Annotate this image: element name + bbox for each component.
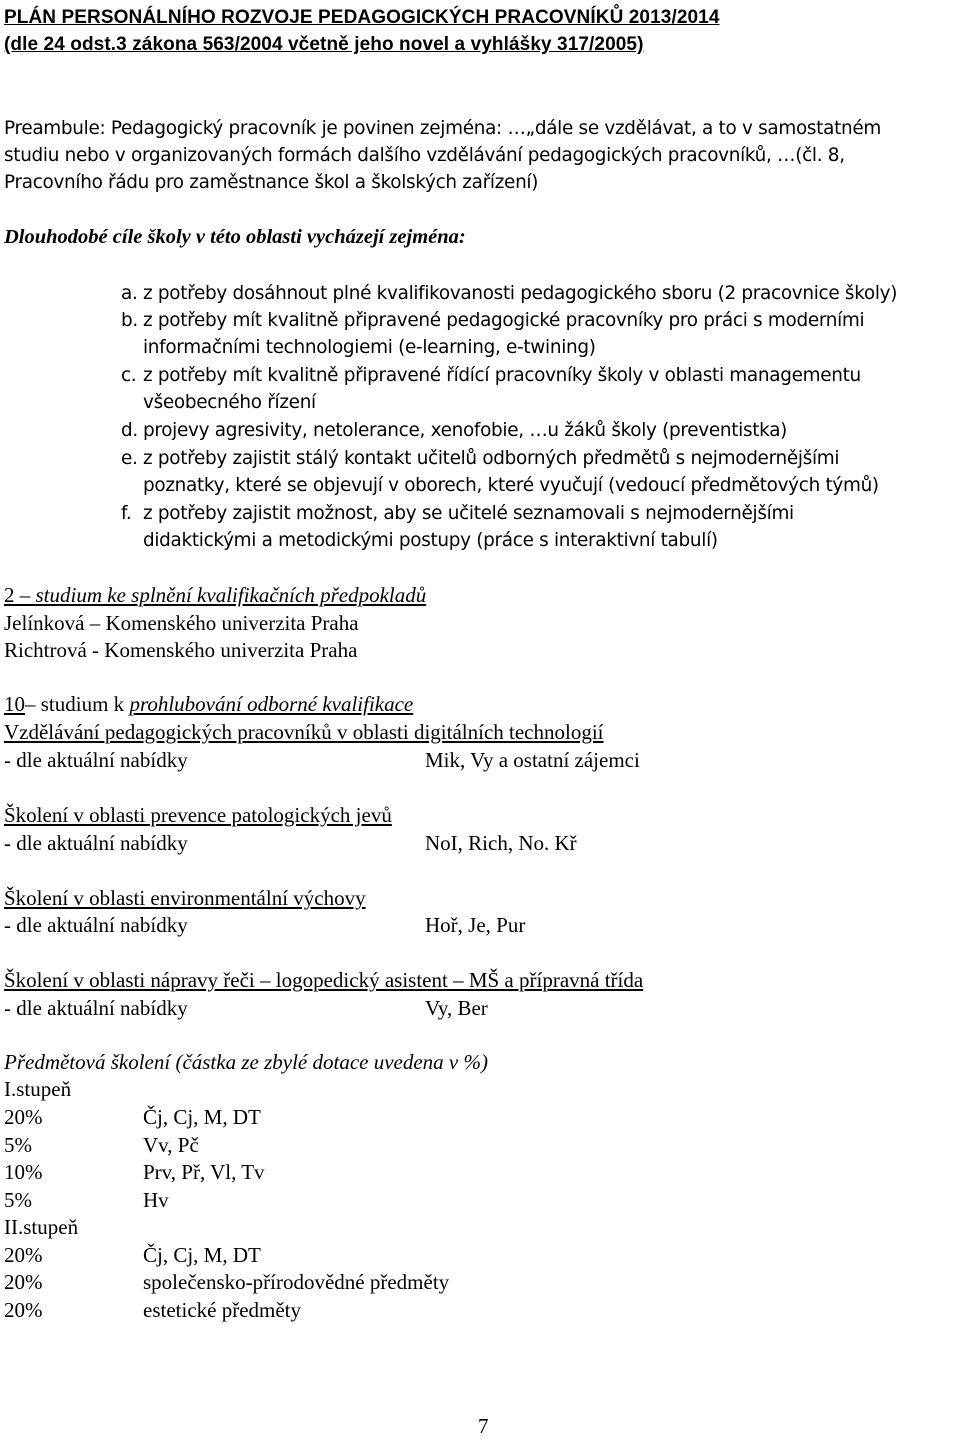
stage-1-subjects: Hv: [143, 1188, 169, 1212]
goal-item-c: [121, 365, 861, 386]
goal-text: z potřeby dosáhnout plné kvalifikovanosti pedagogického sboru (2 pracovnice školy): [143, 283, 898, 304]
deepening-label: prohlubování odborné kvalifikace: [129, 692, 414, 716]
stage-1-subjects: Prv, Př, Vl, Tv: [143, 1160, 265, 1184]
goal-text: z potřeby zajistit stálý kontakt učitelů odborných předmětů s nejmodernějšími: [143, 448, 840, 469]
goal-item-c-continuation: všeobecného řízení: [143, 392, 316, 413]
stage-1-percent: 10%: [4, 1160, 43, 1184]
goal-item-b-continuation: informačními technologiemi (e-learning, e-twining): [143, 337, 596, 358]
training-offer-1: - dle aktuální nabídky: [4, 748, 188, 772]
document-title-line-1: PLÁN PERSONÁLNÍHO ROZVOJE PEDAGOGICKÝCH PRACOVNÍKŮ 2013/2014: [4, 7, 720, 28]
stage-1-percent: 20%: [4, 1105, 43, 1129]
qualification-label: studium ke splnění kvalifikačních předpokladů: [35, 583, 427, 607]
goals-heading: Dlouhodobé cíle školy v této oblasti vycházejí zejména:: [4, 226, 466, 248]
preamble-line-3: Pracovního řádu pro zaměstnance škol a školských zařízení): [4, 172, 539, 193]
stage-2-label: II.stupeň: [4, 1215, 79, 1239]
preamble-line-2: studiu nebo v organizovaných formách dalšího vzdělávání pedagogických pracovníků, …(čl. 8,: [4, 145, 845, 166]
goal-item-b: [121, 310, 864, 331]
preamble-line-1: Preambule: Pedagogický pracovník je povinen zejména: …„dále se vzdělávat, a to v samostatném: [4, 118, 881, 139]
training-title-1: Vzdělávání pedagogických pracovníků v oblasti digitálních technologií: [4, 720, 604, 744]
stage-1-subjects: Vv, Pč: [143, 1133, 199, 1157]
document-title-line-2: (dle 24 odst.3 zákona 563/2004 včetně jeho novel a vyhlášky 317/2005): [4, 34, 644, 55]
qualification-heading: 2 – studium ke splnění kvalifikačních předpokladů: [4, 583, 427, 607]
goal-marker: f.: [121, 503, 132, 524]
training-participants-4: Vy, Ber: [425, 996, 488, 1020]
goal-text: projevy agresivity, netolerance, xenofobie, …u žáků školy (preventistka): [143, 420, 788, 441]
deepening-count: 10: [4, 692, 25, 716]
goal-text: z potřeby mít kvalitně připravené řídící pracovníky školy v oblasti managementu: [143, 365, 861, 386]
goal-marker: e.: [121, 448, 138, 469]
deepening-heading: [4, 692, 413, 717]
stage-2-percent: 20%: [4, 1243, 43, 1267]
stage-2-subjects: Čj, Cj, M, DT: [143, 1243, 261, 1267]
goal-item-f: [121, 503, 794, 524]
stage-1-percent: 5%: [4, 1133, 32, 1157]
subject-trainings-heading: Předmětová školení (částka ze zbylé dotace uvedena v %): [4, 1050, 488, 1074]
training-offer-2: - dle aktuální nabídky: [4, 831, 188, 855]
training-title-2: Školení v oblasti prevence patologických jevů: [4, 803, 392, 827]
goal-item-e-continuation: poznatky, které se objevují v oborech, které vyučují (vedoucí předmětových týmů): [143, 475, 879, 496]
training-title-4: Školení v oblasti nápravy řeči – logopedický asistent – MŠ a přípravná třída: [4, 968, 644, 992]
goal-text: z potřeby zajistit možnost, aby se učitelé seznamovali s nejmodernějšími: [143, 503, 794, 524]
goal-marker: a.: [121, 283, 138, 304]
training-participants-2: NoI, Rich, No. Kř: [425, 831, 577, 855]
qualification-person-1: Jelínková – Komenského univerzita Praha: [4, 611, 359, 635]
goal-marker: b.: [121, 310, 138, 331]
stage-2-subjects: společensko-přírodovědné předměty: [143, 1270, 450, 1294]
training-participants-3: Hoř, Je, Pur: [425, 913, 526, 937]
qualification-count: 2: [4, 583, 15, 607]
deepening-prefix: – studium k: [25, 692, 130, 716]
stage-2-subjects: estetické předměty: [143, 1298, 302, 1322]
training-participants-1: Mik, Vy a ostatní zájemci: [425, 748, 640, 772]
goal-item-a: [121, 283, 897, 304]
stage-2-percent: 20%: [4, 1298, 43, 1322]
goal-item-d: [121, 420, 787, 441]
goal-item-e: [121, 448, 839, 469]
training-offer-4: - dle aktuální nabídky: [4, 996, 188, 1020]
stage-1-label: I.stupeň: [4, 1077, 72, 1101]
stage-1-subjects: Čj, Cj, M, DT: [143, 1105, 261, 1129]
training-offer-3: - dle aktuální nabídky: [4, 913, 188, 937]
stage-1-percent: 5%: [4, 1188, 32, 1212]
goal-item-f-continuation: didaktickými a metodickými postupy (práce s interaktivní tabulí): [143, 530, 718, 551]
training-title-3: Školení v oblasti environmentální výchovy: [4, 886, 366, 910]
stage-2-percent: 20%: [4, 1270, 43, 1294]
page-number: 7: [478, 1414, 489, 1438]
goal-text: z potřeby mít kvalitně připravené pedagogické pracovníky pro práci s moderními: [143, 310, 865, 331]
goal-marker: c.: [121, 365, 137, 386]
goal-marker: d.: [121, 420, 138, 441]
qualification-person-2: Richtrová - Komenského univerzita Praha: [4, 638, 358, 662]
